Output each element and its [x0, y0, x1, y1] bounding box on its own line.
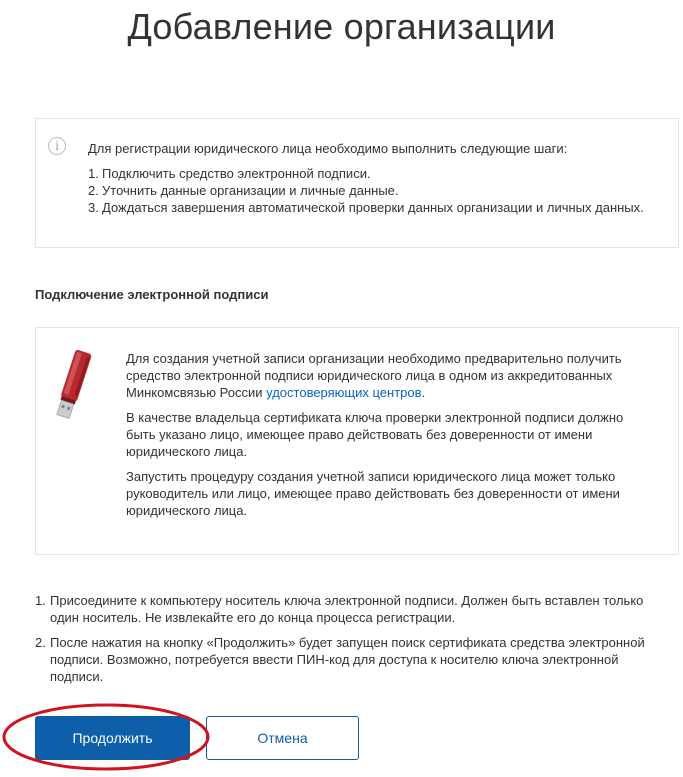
usb-token-icon: [48, 344, 98, 424]
signature-info-box: [35, 327, 679, 555]
signature-paragraph-1: Для создания учетной записи организации необходимо предварительно получить средство электронной подписи юридического лица в одном из аккредитованных Минкомсвязью России удостоверяющих центров.: [126, 351, 622, 400]
list-item: 3. Дождаться завершения автоматической проверки данных организации и личных данных.: [88, 200, 644, 215]
instructions-list: [35, 592, 665, 693]
info-icon: i: [48, 137, 66, 155]
page-title: Добавление организации: [127, 6, 556, 47]
steps-info-box: [35, 118, 679, 248]
certification-centers-link[interactable]: удостоверяющих центров: [266, 385, 422, 400]
list-item: 2. Уточнить данные организации и личные данные.: [88, 183, 399, 198]
list-item: 1. Подключить средство электронной подписи.: [88, 166, 371, 181]
info-intro: Для регистрации юридического лица необходимо выполнить следующие шаги:: [88, 141, 568, 156]
list-item: 2. После нажатия на кнопку «Продолжить» будет запущен поиск сертификата средства электронной подписи. Возможно, потребуется ввести ПИН-код для доступа к носителю ключа электронной подписи.: [35, 635, 645, 684]
steps-list: [88, 165, 648, 216]
list-item: 1. Присоедините к компьютеру носитель ключа электронной подписи. Должен быть вставлен только один носитель. Не извлекайте его до конца процесса регистрации.: [35, 593, 644, 625]
signature-paragraph-2: В качестве владельца сертификата ключа проверки электронной подписи должно быть указано лицо, имеющее право действовать без доверенности от имени юридического лица.: [126, 410, 624, 459]
continue-button[interactable]: Продолжить: [35, 716, 190, 760]
signature-paragraph-3: Запустить процедуру создания учетной записи юридического лица может только руководитель или лицо, имеющее право действовать без доверенности от имени юридического лица.: [126, 469, 620, 518]
cancel-button[interactable]: Отмена: [206, 716, 359, 760]
signature-text: [126, 350, 656, 527]
section-title: Подключение электронной подписи: [35, 287, 269, 302]
